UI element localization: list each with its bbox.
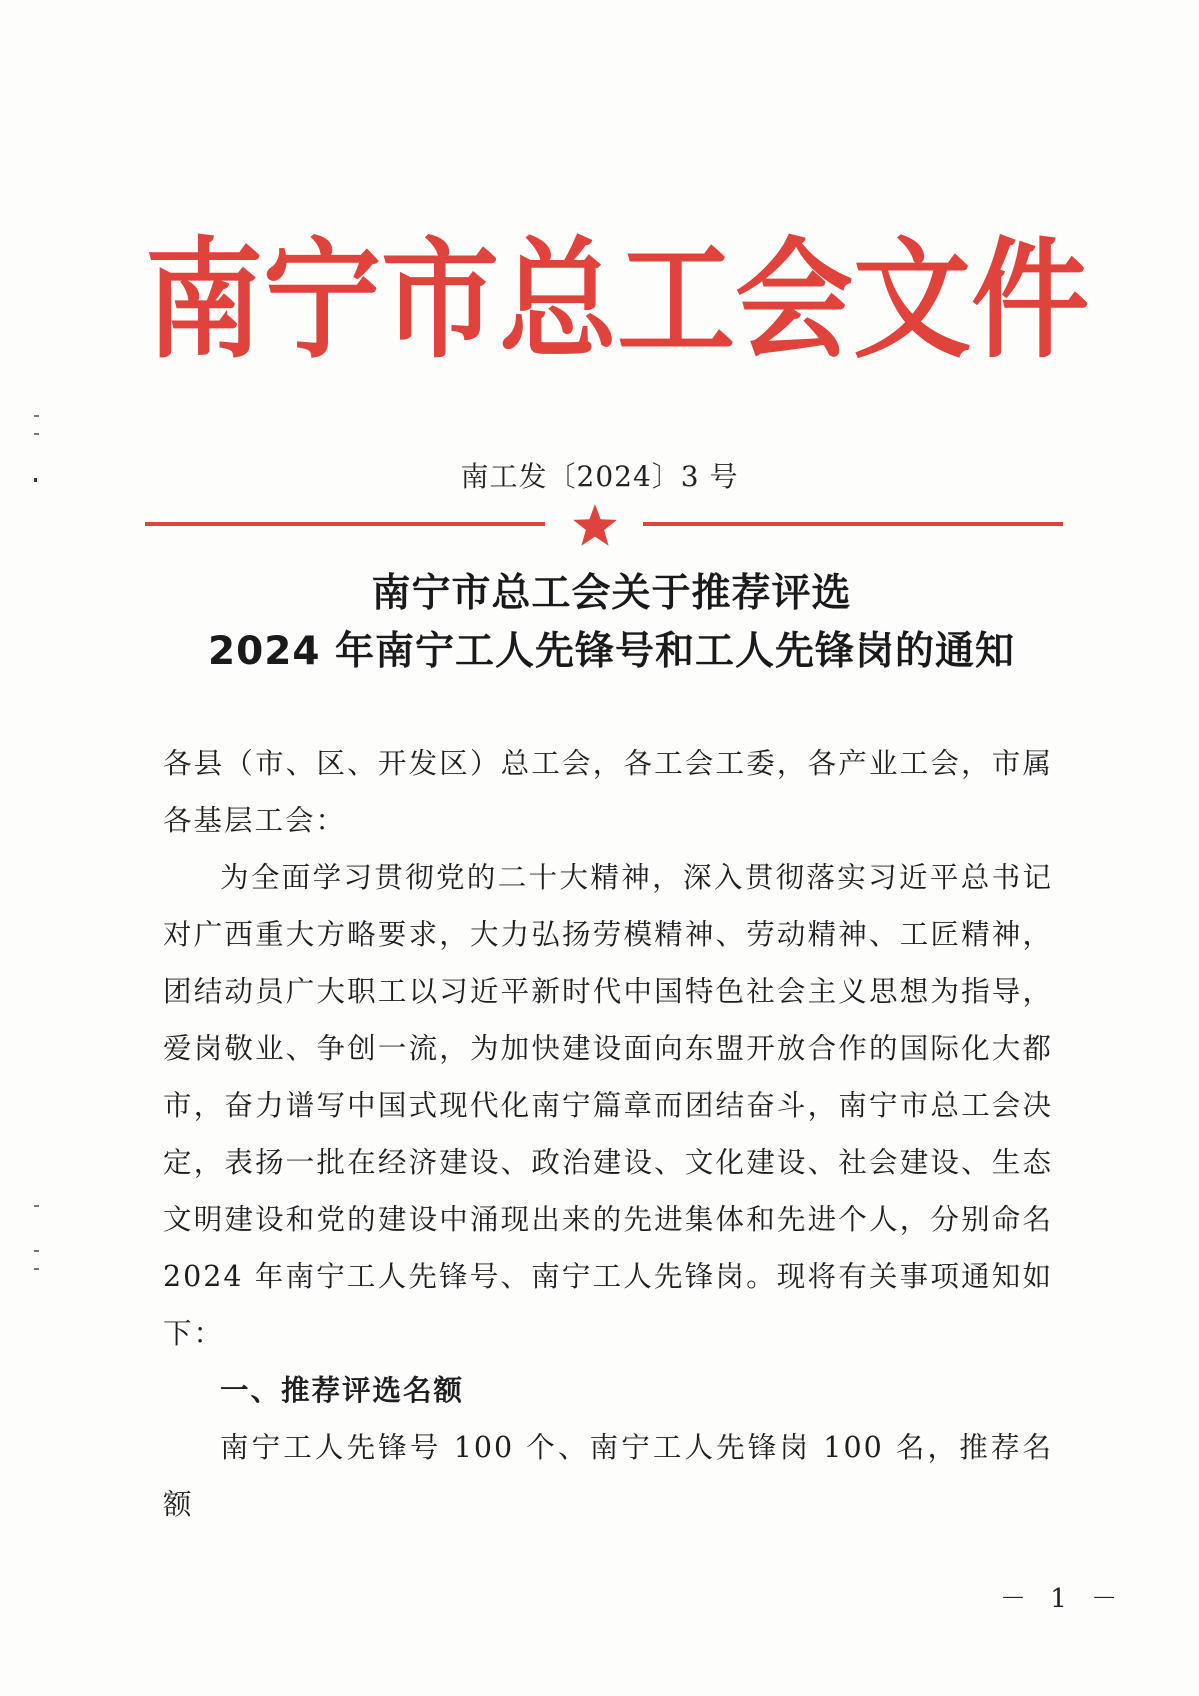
masthead-char: 工 [617, 224, 736, 376]
scan-mark [34, 1268, 39, 1270]
masthead-char: 总 [499, 224, 618, 376]
section-heading: 一、推荐评选名额 [220, 1374, 465, 1407]
document-number: 南工发〔2024〕3 号 [460, 460, 739, 493]
masthead-char: 件 [971, 224, 1090, 376]
scan-mark [34, 415, 39, 417]
masthead-char: 会 [735, 224, 854, 376]
red-divider [145, 505, 1063, 545]
masthead-char: 文 [853, 224, 972, 376]
star-icon [571, 501, 619, 549]
scan-mark [34, 1205, 39, 1207]
scan-mark [34, 1250, 39, 1252]
document-title-line-1: 南宁市总工会关于推荐评选 [371, 571, 852, 616]
divider-line-left [145, 522, 545, 526]
page-number: － 1 － [1000, 1584, 1126, 1614]
masthead-char: 市 [381, 224, 500, 376]
masthead-char: 宁 [263, 224, 382, 376]
masthead-title [145, 224, 1090, 376]
document-body [163, 735, 1053, 1533]
body-paragraph: 南宁工人先锋号 100 个、南宁工人先锋岗 100 名，推荐名额 [163, 1431, 1053, 1521]
divider-line-right [643, 522, 1063, 526]
body-paragraph: 为全面学习贯彻党的二十大精神，深入贯彻落实习近平总书记对广西重大方略要求，大力弘扬劳模精神、劳动精神、工匠精神，团结动员广大职工以习近平新时代中国特色社会主义思想为指导，爱岗敬业、争创一流，为加快建设面向东盟开放合作的国际化大都市，奋力谱写中国式现代化南宁篇章而团结奋斗，南宁市总工会决定，表扬一批在经济建设、政治建设、文化建设、社会建设、生态文明建设和党的建设中涌现出来的先进集体和先进个人，分别命名 2024 年南宁工人先锋号、南宁工人先锋岗。现将有关事项通知如下： [163, 861, 1053, 1350]
document-title-line-2: 2024 年南宁工人先锋号和工人先锋岗的通知 [207, 629, 1016, 674]
masthead-char: 南 [145, 224, 264, 376]
addressee: 各县（市、区、开发区）总工会，各工会工委，各产业工会，市属各基层工会： [163, 747, 1053, 837]
scan-mark [34, 433, 39, 435]
